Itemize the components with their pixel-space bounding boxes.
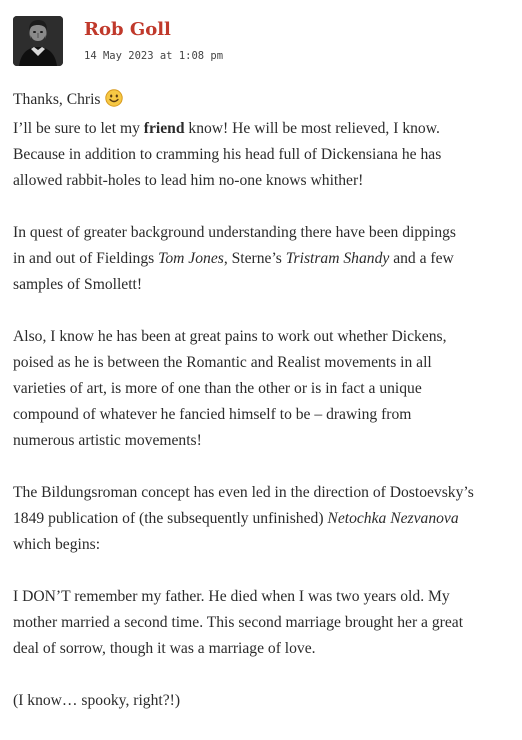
text-line: poised as he is between the Romantic and Realist movements in all	[13, 354, 432, 371]
text-line: I DON’T remember my father. He died when I was two years old. My	[13, 588, 450, 605]
comment-paragraph	[13, 480, 513, 558]
comment-date-link[interactable]: 14 May 2023 at 1:08 pm	[84, 50, 224, 62]
text-line: Also, I know he has been at great pains to work out whether Dickens,	[13, 328, 447, 345]
smiley-emoji-icon	[105, 89, 123, 116]
text-line: which begins:	[13, 536, 101, 553]
comment-author-link[interactable]: Rob Goll	[84, 19, 171, 40]
text-span: 1849 publication of (the subsequently unfinished)	[13, 510, 328, 527]
italic-text: Netochka Nezvanova	[327, 510, 459, 527]
avatar-portrait-icon	[13, 16, 63, 66]
avatar[interactable]	[13, 16, 63, 66]
text-line: varieties of art, is more of one than the other or is in fact a unique	[13, 380, 422, 397]
comment-paragraph	[13, 584, 513, 662]
comment-body	[13, 87, 513, 740]
text-line: numerous artistic movements!	[13, 432, 202, 449]
comment-paragraph	[13, 688, 513, 714]
text-line: The Bildungsroman concept has even led in the direction of Dostoevsky’s	[13, 484, 474, 501]
comment-paragraph	[13, 87, 513, 194]
italic-text: Tristram Shandy	[285, 250, 390, 267]
text-span: know! He will be most relieved, I know.	[184, 120, 440, 137]
text-span: Thanks, Chris	[13, 91, 101, 108]
text-span: and a few	[389, 250, 454, 267]
text-line	[13, 87, 513, 116]
text-span: in and out of Fieldings	[13, 250, 159, 267]
text-line: Because in addition to cramming his head full of Dickensiana he has	[13, 146, 442, 163]
text-line: samples of Smollett!	[13, 276, 143, 293]
text-line: compound of whatever he fancied himself to be – drawing from	[13, 406, 412, 423]
text-line: (I know… spooky, right?!)	[13, 692, 181, 709]
bold-text: friend	[143, 120, 185, 137]
text-line: In quest of greater background understanding there have been dippings	[13, 224, 456, 241]
text-line: allowed rabbit-holes to lead him no-one knows whither!	[13, 172, 364, 189]
text-line	[13, 506, 513, 532]
text-span: , Sterne’s	[223, 250, 286, 267]
text-span: I’ll be sure to let my	[13, 120, 144, 137]
text-line: mother married a second time. This second marriage brought her a great	[13, 614, 464, 631]
comment-paragraph	[13, 220, 513, 298]
text-line: deal of sorrow, though it was a marriage of love.	[13, 640, 316, 657]
italic-text: Tom Jones	[158, 250, 224, 267]
comment-paragraph	[13, 324, 513, 454]
text-line	[13, 116, 513, 142]
text-line	[13, 246, 513, 272]
